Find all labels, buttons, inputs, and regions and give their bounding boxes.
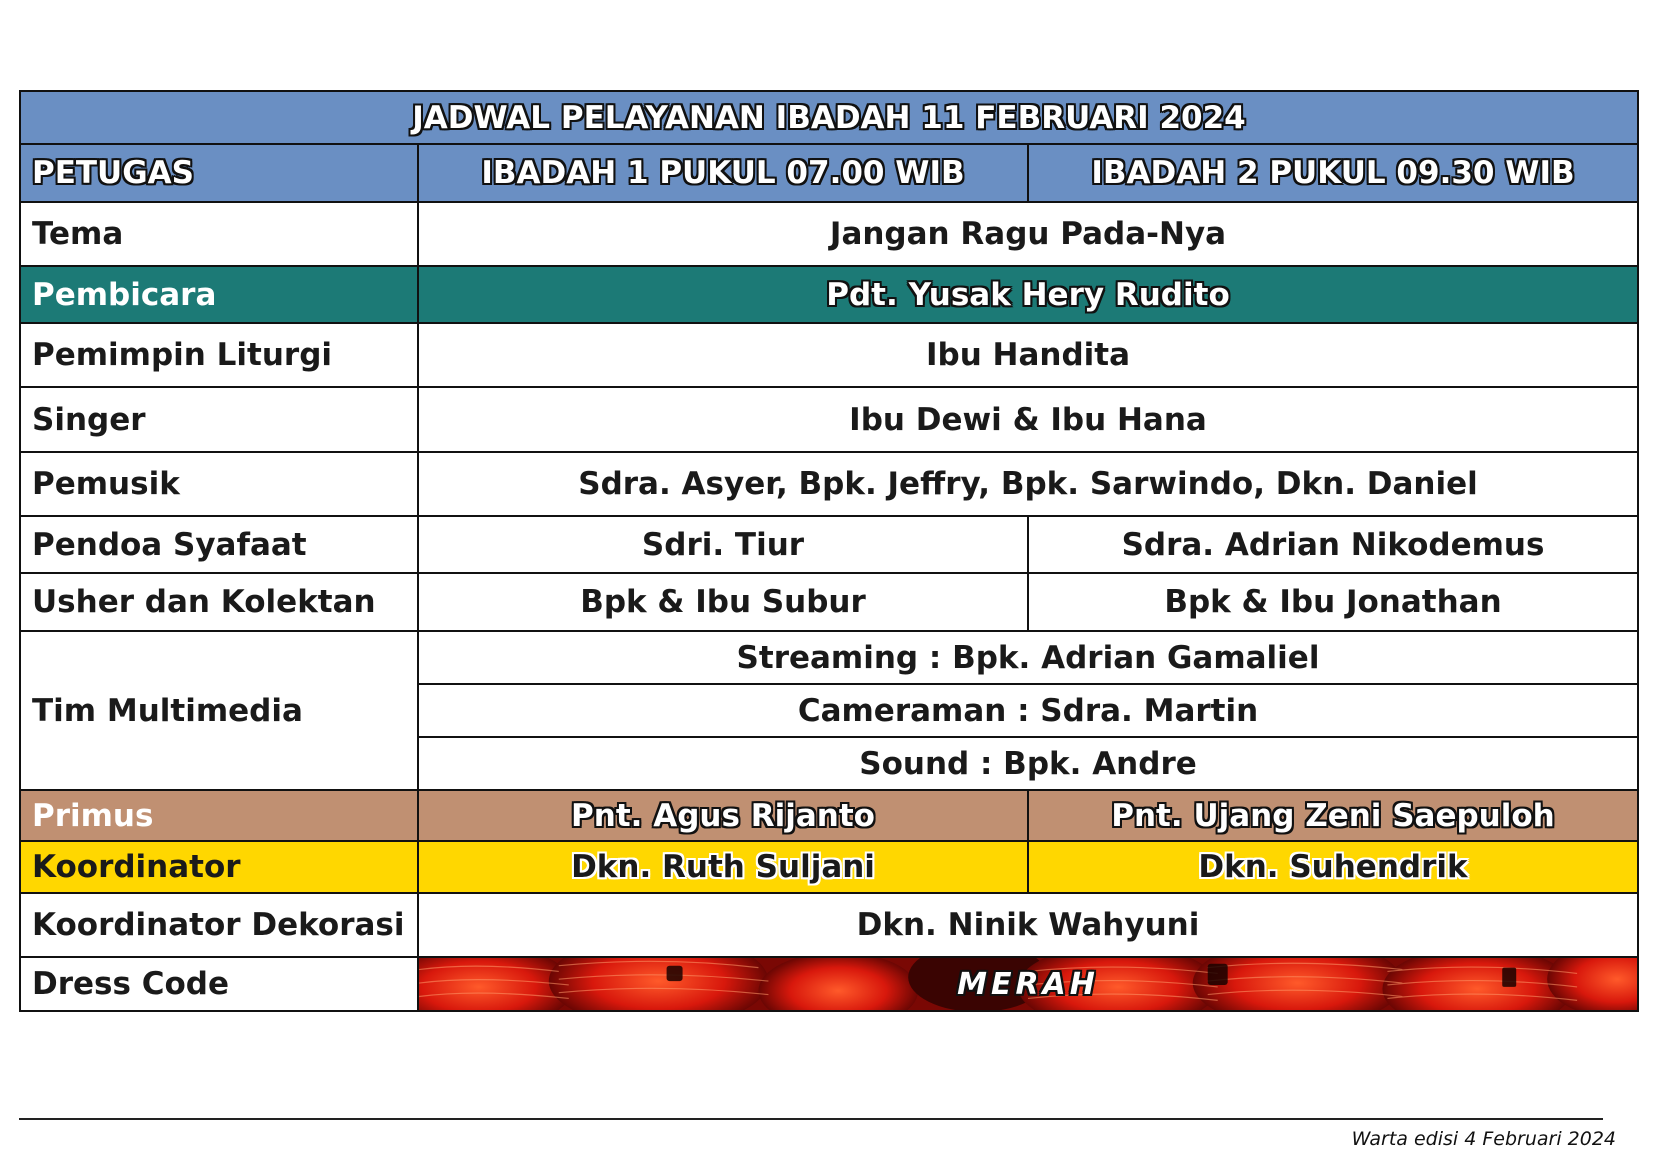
header-ibadah-2: IBADAH 2 PUKUL 09.30 WIB	[1028, 144, 1638, 202]
footer-note: Warta edisi 4 Februari 2024	[1351, 1128, 1616, 1150]
row-label-usher: Usher dan Kolektan	[20, 573, 418, 631]
header-ibadah-1: IBADAH 1 PUKUL 07.00 WIB	[418, 144, 1028, 202]
multimedia-streaming: Streaming : Bpk. Adrian Gamaliel	[418, 631, 1638, 684]
table-row-tema	[20, 202, 1638, 266]
dress-code-cell	[418, 957, 1638, 1011]
table-row-multimedia-streaming	[20, 631, 1638, 684]
row-label-pemusik: Pemusik	[20, 452, 418, 516]
usher-ibadah-1: Bpk & Ibu Subur	[418, 573, 1028, 631]
title-row	[20, 91, 1638, 144]
table-row-dress-code	[20, 957, 1638, 1011]
primus-ibadah-2: Pnt. Ujang Zeni Saepuloh	[1028, 790, 1638, 841]
pemimpin-liturgi-value: Ibu Handita	[418, 323, 1638, 387]
pendoa-syafaat-ibadah-1: Sdri. Tiur	[418, 516, 1028, 573]
primus-ibadah-1: Pnt. Agus Rijanto	[418, 790, 1028, 841]
table-row-pemimpin-liturgi	[20, 323, 1638, 387]
pemusik-value: Sdra. Asyer, Bpk. Jeffry, Bpk. Sarwindo, Dkn. Daniel	[418, 452, 1638, 516]
singer-value: Ibu Dewi & Ibu Hana	[418, 387, 1638, 452]
table-row-primus	[20, 790, 1638, 841]
usher-ibadah-2: Bpk & Ibu Jonathan	[1028, 573, 1638, 631]
table-row-usher	[20, 573, 1638, 631]
footer-divider	[19, 1118, 1603, 1120]
row-label-multimedia: Tim Multimedia	[20, 631, 418, 790]
pembicara-value: Pdt. Yusak Hery Rudito	[418, 266, 1638, 323]
multimedia-cameraman: Cameraman : Sdra. Martin	[418, 684, 1638, 737]
row-label-dress-code: Dress Code	[20, 957, 418, 1011]
table-row-pendoa-syafaat	[20, 516, 1638, 573]
koordinator-ibadah-1: Dkn. Ruth Suljani	[418, 841, 1028, 893]
koordinator-dekorasi-value: Dkn. Ninik Wahyuni	[418, 893, 1638, 957]
pendoa-syafaat-ibadah-2: Sdra. Adrian Nikodemus	[1028, 516, 1638, 573]
row-label-pendoa-syafaat: Pendoa Syafaat	[20, 516, 418, 573]
header-petugas: PETUGAS	[20, 144, 418, 202]
row-label-pembicara: Pembicara	[20, 266, 418, 323]
row-label-singer: Singer	[20, 387, 418, 452]
koordinator-ibadah-2: Dkn. Suhendrik	[1028, 841, 1638, 893]
row-label-pemimpin-liturgi: Pemimpin Liturgi	[20, 323, 418, 387]
table-row-koordinator-dekorasi	[20, 893, 1638, 957]
table-row-pembicara	[20, 266, 1638, 323]
multimedia-sound: Sound : Bpk. Andre	[418, 737, 1638, 790]
tema-value: Jangan Ragu Pada-Nya	[418, 202, 1638, 266]
schedule-title: JADWAL PELAYANAN IBADAH 11 FEBRUARI 2024	[20, 91, 1638, 144]
table-row-koordinator	[20, 841, 1638, 893]
table-row-pemusik	[20, 452, 1638, 516]
row-label-tema: Tema	[20, 202, 418, 266]
table-row-singer	[20, 387, 1638, 452]
row-label-koordinator: Koordinator	[20, 841, 418, 893]
row-label-primus: Primus	[20, 790, 418, 841]
schedule-table	[19, 90, 1639, 1012]
dress-code-value: MERAH	[957, 966, 1099, 1002]
header-row	[20, 144, 1638, 202]
row-label-koordinator-dekorasi: Koordinator Dekorasi	[20, 893, 418, 957]
